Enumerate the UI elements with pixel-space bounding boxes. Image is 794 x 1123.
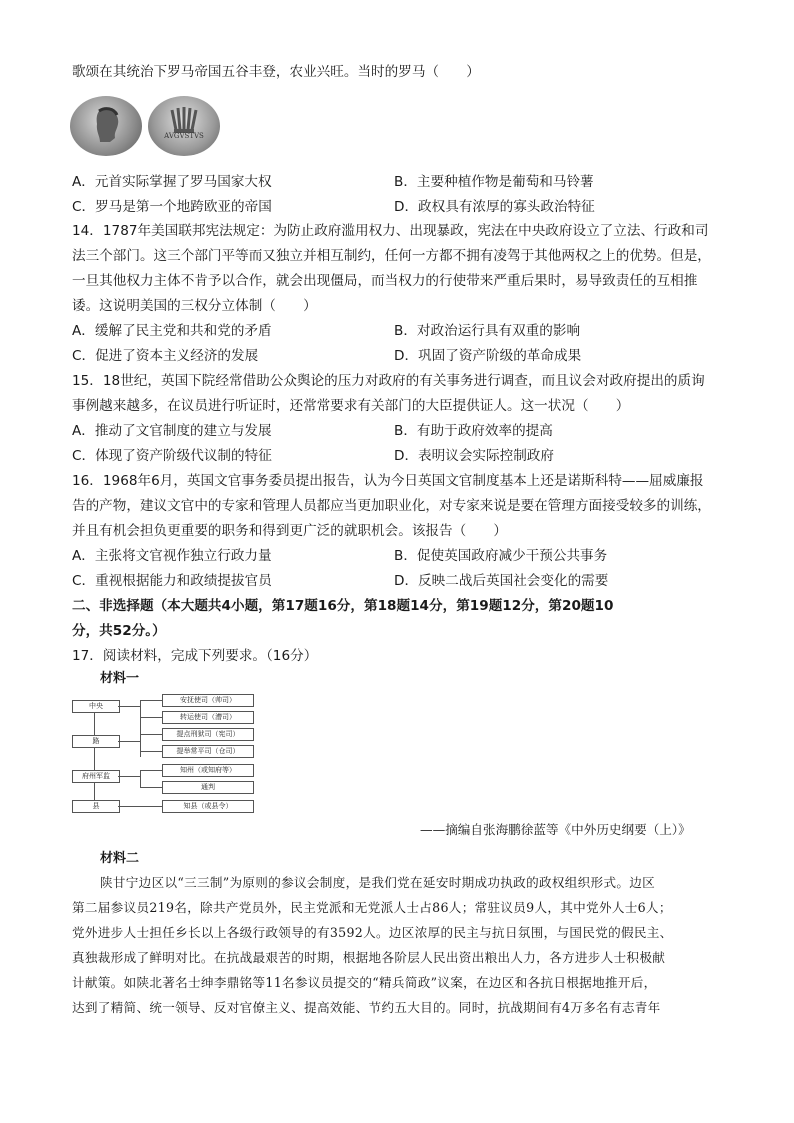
connector-line: [118, 776, 140, 777]
roman-coin-image: [70, 96, 222, 158]
q14-stem-line-3: 一旦其他权力主体不肯予以合作，就会出现僵局，而当权力的行使带来严重后果时，易导致责任的互相推: [72, 273, 698, 289]
q14-option-a[interactable]: A．缓解了民主党和共和党的矛盾: [72, 323, 272, 339]
q16-option-c[interactable]: C．重视根据能力和政绩提拔官员: [72, 573, 272, 589]
diagram-box-tongpan: 通判: [162, 781, 254, 794]
q15-option-a[interactable]: A．推动了文官制度的建立与发展: [72, 423, 272, 439]
material-2-line-2: 第二届参议员219名，除共产党员外，民主党派和无党派人士占86人；常驻议员9人，其中党外人士6人；: [72, 900, 672, 915]
q14-option-b[interactable]: B．对政治运行具有双重的影响: [394, 323, 581, 339]
q15-option-d[interactable]: D．表明议会实际控制政府: [394, 448, 554, 464]
q14-stem-line-2: 法三个部门。这三个部门平等而又独立并相互制约，任何一方都不拥有凌驾于其他两权之上的优势。但是，: [72, 248, 711, 264]
section-2-heading-line-2: 分，共52分。）: [72, 623, 166, 639]
q13-option-b[interactable]: B．主要种植作物是葡萄和马铃薯: [394, 174, 594, 190]
q15-stem-line-2: 事例越来越多，在议员进行听证时，还常常要求有关部门的大臣提供证人。这一状况（ ）: [72, 398, 630, 414]
diagram-box-tidian: 提点刑狱司（宪司）: [162, 728, 254, 741]
q14-stem-line-1: 14．1787年美国联邦宪法规定：为防止政府滥用权力、出现暴政，宪法在中央政府设立了立法、行政和司: [72, 223, 709, 239]
diagram-box-fuzhou: 府州军监: [72, 770, 120, 783]
material-2-line-3: 党外进步人士担任乡长以上各级行政领导的有3592人。边区浓厚的民主与抗日氛围，与国民党的假民主、: [72, 925, 673, 940]
q14-option-c[interactable]: C．促进了资本主义经济的发展: [72, 348, 259, 364]
diagram-box-zhongyang: 中央: [72, 700, 120, 713]
connector-line: [94, 747, 95, 770]
portrait-head-icon: [70, 96, 142, 156]
q16-option-b[interactable]: B．促使英国政府减少干预公共事务: [394, 548, 608, 564]
connector-line: [118, 706, 140, 707]
q15-option-c[interactable]: C．体现了资产阶级代议制的特征: [72, 448, 272, 464]
diagram-box-zhizhou: 知州（或知府等）: [162, 764, 254, 777]
diagram-box-lu: 路: [72, 735, 120, 748]
connector-line: [118, 741, 140, 742]
connector-line: [140, 770, 141, 787]
connector-line: [140, 700, 162, 701]
coin-inscription: AVGVSTVS: [164, 132, 204, 140]
material-2-line-5: 计献策。如陕北著名士绅李鼎铭等11名参议员提交的“精兵简政”议案，在边区和各抗日根据地推开后，: [72, 975, 657, 990]
material-1-source: ——摘编自张海鹏徐蓝等《中外历史纲要（上）》: [420, 822, 691, 837]
q13-stem-tail: 歌颂在其统治下罗马帝国五谷丰登，农业兴旺。当时的罗马（ ）: [72, 64, 480, 80]
connector-line: [140, 717, 162, 718]
material-2-line-4: 真独裁形成了鲜明对比。在抗战最艰苦的时期，根据地各阶层人民出资出粮出人力，各方进步人士积极献: [72, 950, 666, 965]
material-2-label: 材料二: [100, 851, 140, 866]
q13-option-d[interactable]: D．政权具有浓厚的寡头政治特征: [394, 199, 595, 215]
q14-stem-line-4: 诿。这说明美国的三权分立体制（ ）: [72, 298, 317, 314]
q16-option-a[interactable]: A．主张将文官视作独立行政力量: [72, 548, 272, 564]
coin-reverse-side: [148, 96, 220, 156]
material-1-label: 材料一: [100, 671, 140, 686]
diagram-box-zhixian: 知县（或县令）: [162, 800, 254, 813]
connector-line: [140, 700, 141, 757]
connector-line: [94, 782, 95, 800]
diagram-box-xian: 县: [72, 800, 120, 813]
diagram-box-zhuanyun: 转运使司（漕司）: [162, 711, 254, 724]
q13-option-c[interactable]: C．罗马是第一个地跨欧亚的帝国: [72, 199, 272, 215]
q15-stem-line-1: 15．18世纪，英国下院经常借助公众舆论的压力对政府的有关事务进行调查，而且议会对政府提出的质询: [72, 373, 705, 389]
diagram-box-anfu: 安抚使司（帅司）: [162, 694, 254, 707]
q15-option-b[interactable]: B．有助于政府效率的提高: [394, 423, 553, 439]
wheat-sheaf-icon: [148, 96, 220, 156]
q16-stem-line-1: 16．1968年6月，英国文官事务委员提出报告，认为今日英国文官制度基本上还是诺斯科特——屈威廉报: [72, 473, 704, 489]
connector-line: [140, 770, 162, 771]
connector-line: [140, 751, 162, 752]
q16-stem-line-2: 告的产物，建议文官中的专家和管理人员都应当更加职业化，对专家来说是要在管理方面接受较多的训练，: [72, 498, 711, 514]
material-2-line-1: 陕甘宁边区以“三三制”为原则的参议会制度，是我们党在延安时期成功执政的政权组织形式。边区: [100, 875, 656, 890]
diagram-box-tiju: 提举常平司（仓司）: [162, 745, 254, 758]
administrative-structure-diagram: [70, 692, 260, 817]
material-2-line-6: 达到了精简、统一领导、反对官僚主义、提高效能、节约五大目的。同时，抗战期间有4万多名有志青年: [72, 1000, 661, 1015]
connector-line: [140, 734, 162, 735]
connector-line: [118, 806, 162, 807]
section-2-heading-line-1: 二、非选择题（本大题共4小题，第17题16分，第18题14分，第19题12分，第20题10: [72, 598, 614, 614]
q17-stem: 17．阅读材料，完成下列要求。（16分）: [72, 648, 318, 664]
q16-option-d[interactable]: D．反映二战后英国社会变化的需要: [394, 573, 609, 589]
connector-line: [94, 712, 95, 735]
coin-portrait-side: [70, 96, 142, 156]
connector-line: [140, 787, 162, 788]
q16-stem-line-3: 并且有机会担负更重要的职务和得到更广泛的就职机会。该报告（ ）: [72, 523, 507, 539]
q14-option-d[interactable]: D．巩固了资产阶级的革命成果: [394, 348, 582, 364]
q13-option-a[interactable]: A．元首实际掌握了罗马国家大权: [72, 174, 272, 190]
